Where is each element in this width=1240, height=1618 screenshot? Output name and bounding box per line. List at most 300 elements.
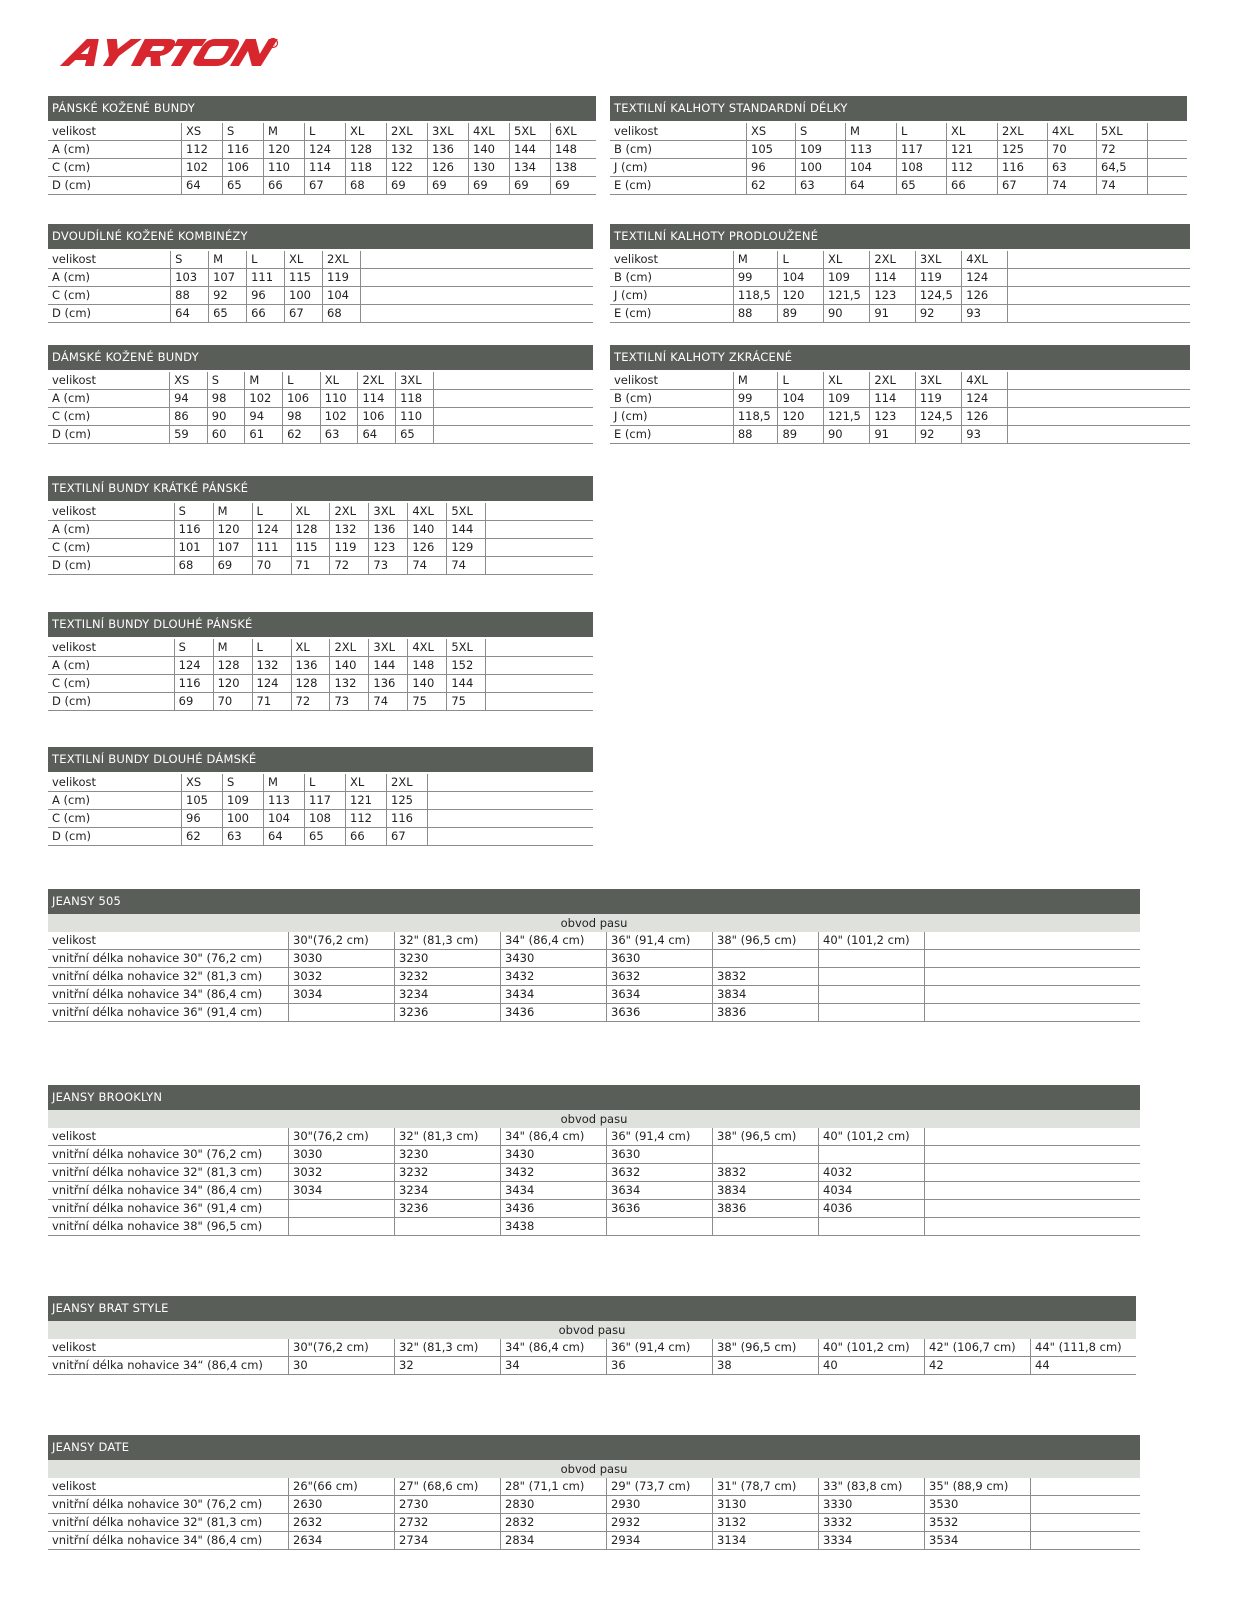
table-cell: M: [263, 774, 304, 791]
row-label: E (cm): [614, 178, 652, 192]
ayrton-logo: [52, 36, 282, 70]
table-row: [48, 539, 593, 557]
table-cell: 3030: [288, 950, 394, 967]
table-cell: 3634: [606, 986, 712, 1003]
table-title: TEXTILNÍ KALHOTY STANDARDNÍ DÉLKY: [610, 96, 1187, 121]
table-cell: 138: [550, 159, 591, 176]
table-row: [48, 1514, 1140, 1532]
table-cell: 75: [446, 693, 485, 710]
table-cell: 93: [961, 426, 1007, 443]
table-cell: 124: [252, 521, 291, 538]
table-title: TEXTILNÍ BUNDY KRÁTKÉ PÁNSKÉ: [48, 476, 593, 501]
table-cell: 119: [915, 269, 961, 286]
table-cell: 115: [284, 269, 322, 286]
table-cell: 3630: [606, 950, 712, 967]
table-cell: 67: [284, 305, 322, 322]
table-textilni-bundy-kratke-panske: [48, 476, 593, 575]
table-cell: 105: [181, 792, 222, 809]
table-cell: XL: [823, 372, 869, 389]
table-row: [48, 1496, 1140, 1514]
table-cell: 140: [407, 521, 446, 538]
table-cell: 116: [997, 159, 1047, 176]
table-cell: 94: [244, 408, 282, 425]
table-cell: 4032: [818, 1164, 924, 1181]
table-cell: 42" (106,7 cm): [924, 1339, 1030, 1356]
table-cell: 30"(76,2 cm): [288, 1339, 394, 1356]
table-row: [48, 675, 593, 693]
table-cell: 140: [407, 675, 446, 692]
row-label: velikost: [614, 252, 659, 266]
table-header-row: [610, 123, 1187, 141]
table-cell: 126: [961, 408, 1007, 425]
table-cell: 4XL: [1047, 123, 1096, 140]
table-cell: 124: [252, 675, 291, 692]
table-subheader: obvod pasu: [48, 1110, 1140, 1128]
table-cell: 3334: [818, 1532, 924, 1549]
row-label: D (cm): [52, 427, 92, 441]
row-label: vnitřní délka nohavice 34“ (86,4 cm): [52, 1358, 263, 1372]
table-cell: [485, 657, 593, 674]
table-cell: 116: [174, 675, 213, 692]
table-cell: 109: [823, 269, 869, 286]
table-cell: 86: [169, 408, 207, 425]
table-cell: 144: [446, 675, 485, 692]
table-cell: 65: [395, 426, 433, 443]
row-label: E (cm): [614, 427, 652, 441]
table-cell: [924, 986, 1140, 1003]
table-cell: 3436: [500, 1004, 606, 1021]
table-cell: 126: [407, 539, 446, 556]
table-cell: [1030, 1496, 1140, 1513]
table-cell: 107: [213, 539, 252, 556]
table-cell: 112: [345, 810, 386, 827]
row-label: A (cm): [52, 142, 91, 156]
table-cell: 109: [222, 792, 263, 809]
table-cell: [1007, 251, 1190, 268]
table-cell: 75: [407, 693, 446, 710]
table-cell: 34" (86,4 cm): [500, 932, 606, 949]
table-row: [48, 1532, 1140, 1550]
table-cell: 132: [329, 675, 368, 692]
row-label: velikost: [52, 252, 97, 266]
table-cell: 38" (96,5 cm): [712, 1128, 818, 1145]
table-cell: 6XL: [550, 123, 591, 140]
table-cell: 3032: [288, 968, 394, 985]
table-cell: 63: [320, 426, 358, 443]
table-cell: XS: [169, 372, 207, 389]
table-cell: 63: [1047, 159, 1096, 176]
table-textilni-kalhoty-standardni: [610, 96, 1187, 195]
table-cell: [1007, 426, 1190, 443]
table-cell: 88: [733, 305, 778, 322]
table-cell: [433, 390, 593, 407]
table-header-row: [48, 1128, 1140, 1146]
row-label: C (cm): [52, 288, 91, 302]
table-cell: 116: [174, 521, 213, 538]
table-cell: 40" (101,2 cm): [818, 932, 924, 949]
table-cell: 3230: [394, 950, 500, 967]
table-cell: [485, 639, 593, 656]
table-cell: 152: [446, 657, 485, 674]
table-cell: L: [777, 372, 823, 389]
table-cell: 2934: [606, 1532, 712, 1549]
table-cell: [485, 539, 593, 556]
table-cell: [1030, 1514, 1140, 1531]
table-cell: 118: [395, 390, 433, 407]
table-cell: 104: [322, 287, 360, 304]
table-cell: 3534: [924, 1532, 1030, 1549]
table-cell: XS: [181, 774, 222, 791]
table-cell: 2XL: [869, 251, 915, 268]
table-cell: 148: [407, 657, 446, 674]
table-cell: 36: [606, 1357, 712, 1374]
table-cell: [712, 1218, 818, 1235]
table-cell: 71: [291, 557, 330, 574]
table-cell: 2XL: [386, 774, 427, 791]
table-cell: 3834: [712, 1182, 818, 1199]
table-cell: 42: [924, 1357, 1030, 1374]
table-cell: 35" (88,9 cm): [924, 1478, 1030, 1495]
row-label: velikost: [52, 504, 97, 518]
table-cell: 34: [500, 1357, 606, 1374]
table-cell: 3132: [712, 1514, 818, 1531]
table-cell: L: [304, 774, 345, 791]
table-cell: 3XL: [427, 123, 468, 140]
table-cell: S: [170, 251, 208, 268]
table-cell: 69: [468, 177, 509, 194]
table-cell: 119: [915, 390, 961, 407]
table-cell: 136: [368, 675, 407, 692]
table-cell: 124,5: [915, 408, 961, 425]
table-cell: 4036: [818, 1200, 924, 1217]
table-cell: 111: [252, 539, 291, 556]
table-cell: 5XL: [1096, 123, 1147, 140]
table-cell: 112: [946, 159, 997, 176]
table-cell: 90: [823, 426, 869, 443]
table-cell: 98: [282, 408, 320, 425]
table-cell: XL: [291, 503, 330, 520]
row-label: D (cm): [52, 694, 92, 708]
svg-text:R: R: [270, 40, 275, 48]
table-cell: 30"(76,2 cm): [288, 1128, 394, 1145]
table-cell: 113: [845, 141, 896, 158]
table-cell: 124: [961, 390, 1007, 407]
table-cell: 69: [427, 177, 468, 194]
table-cell: 106: [357, 408, 395, 425]
table-row: [48, 792, 593, 810]
table-cell: 74: [1047, 177, 1096, 194]
table-cell: 102: [320, 408, 358, 425]
table-cell: 3836: [712, 1200, 818, 1217]
table-cell: 2730: [394, 1496, 500, 1513]
table-cell: 3032: [288, 1164, 394, 1181]
table-cell: 2734: [394, 1532, 500, 1549]
table-jeansy-date: [48, 1435, 1140, 1550]
table-row: [610, 141, 1187, 159]
table-cell: 111: [246, 269, 284, 286]
table-cell: 2XL: [869, 372, 915, 389]
table-row: [48, 1164, 1140, 1182]
row-label: C (cm): [52, 676, 91, 690]
table-row: [610, 287, 1190, 305]
table-header-row: [48, 251, 593, 269]
table-row: [48, 1200, 1140, 1218]
table-cell: 114: [304, 159, 345, 176]
table-cell: 69: [174, 693, 213, 710]
table-cell: 100: [222, 810, 263, 827]
table-cell: 73: [329, 693, 368, 710]
table-row: [610, 159, 1187, 177]
table-cell: 125: [997, 141, 1047, 158]
table-cell: [924, 950, 1140, 967]
table-jeansy-505: [48, 889, 1140, 1022]
table-cell: 125: [386, 792, 427, 809]
table-cell: 118: [345, 159, 386, 176]
table-cell: 5XL: [446, 639, 485, 656]
table-cell: 3134: [712, 1532, 818, 1549]
table-cell: [1147, 159, 1187, 176]
table-cell: 59: [169, 426, 207, 443]
table-cell: 3230: [394, 1146, 500, 1163]
table-cell: 74: [446, 557, 485, 574]
table-cell: 4034: [818, 1182, 924, 1199]
table-cell: 4XL: [468, 123, 509, 140]
table-cell: M: [213, 639, 252, 656]
table-cell: M: [845, 123, 896, 140]
table-cell: 2634: [288, 1532, 394, 1549]
table-cell: [427, 792, 593, 809]
table-cell: 3438: [500, 1218, 606, 1235]
table-cell: 71: [252, 693, 291, 710]
table-cell: [360, 251, 593, 268]
table-cell: 121: [946, 141, 997, 158]
table-cell: 144: [446, 521, 485, 538]
table-row: [48, 1357, 1136, 1375]
row-label: vnitřní délka nohavice 36" (91,4 cm): [52, 1201, 263, 1215]
row-label: vnitřní délka nohavice 34" (86,4 cm): [52, 987, 263, 1001]
table-cell: 40" (101,2 cm): [818, 1128, 924, 1145]
table-cell: 31" (78,7 cm): [712, 1478, 818, 1495]
table-cell: 110: [263, 159, 304, 176]
table-cell: 3430: [500, 1146, 606, 1163]
table-cell: 120: [213, 675, 252, 692]
table-cell: [1007, 372, 1190, 389]
table-jeansy-brooklyn: [48, 1085, 1140, 1236]
table-cell: 33" (83,8 cm): [818, 1478, 924, 1495]
table-cell: 69: [509, 177, 550, 194]
table-cell: 90: [207, 408, 245, 425]
table-cell: [427, 810, 593, 827]
table-cell: 2XL: [997, 123, 1047, 140]
table-cell: 92: [208, 287, 246, 304]
table-cell: 2XL: [329, 503, 368, 520]
table-cell: 2XL: [386, 123, 427, 140]
table-cell: 44: [1030, 1357, 1134, 1374]
table-cell: 4XL: [407, 639, 446, 656]
table-cell: 64: [357, 426, 395, 443]
table-cell: M: [213, 503, 252, 520]
table-cell: 113: [263, 792, 304, 809]
row-label: A (cm): [52, 391, 91, 405]
table-row: [48, 159, 596, 177]
table-cell: [606, 1218, 712, 1235]
table-cell: 117: [304, 792, 345, 809]
table-cell: 123: [869, 287, 915, 304]
table-header-row: [48, 639, 593, 657]
table-cell: [433, 408, 593, 425]
table-cell: 121,5: [823, 287, 869, 304]
table-cell: [433, 426, 593, 443]
table-cell: 4XL: [961, 372, 1007, 389]
row-label: J (cm): [614, 409, 648, 423]
table-cell: [818, 986, 924, 1003]
table-cell: 121: [345, 792, 386, 809]
table-row: [48, 1146, 1140, 1164]
table-row: [48, 557, 593, 575]
row-label: vnitřní délka nohavice 30" (76,2 cm): [52, 1497, 263, 1511]
table-cell: [427, 828, 593, 845]
table-cell: 62: [746, 177, 795, 194]
table-cell: 3332: [818, 1514, 924, 1531]
table-cell: 3530: [924, 1496, 1030, 1513]
table-cell: 73: [368, 557, 407, 574]
table-header-row: [48, 1478, 1140, 1496]
table-cell: [924, 1182, 1140, 1199]
table-cell: 92: [915, 426, 961, 443]
table-dvoudilne-kombinezy: [48, 224, 593, 323]
row-label: vnitřní délka nohavice 32" (81,3 cm): [52, 1165, 263, 1179]
table-cell: [394, 1218, 500, 1235]
table-cell: 114: [357, 390, 395, 407]
table-cell: 40: [818, 1357, 924, 1374]
table-title: JEANSY DATE: [48, 1435, 1140, 1460]
table-cell: 99: [733, 390, 778, 407]
table-cell: 3630: [606, 1146, 712, 1163]
row-label: B (cm): [614, 391, 653, 405]
table-cell: [1147, 177, 1187, 194]
table-cell: 66: [246, 305, 284, 322]
table-cell: 120: [263, 141, 304, 158]
table-row: [610, 269, 1190, 287]
table-row: [48, 177, 596, 195]
table-cell: [288, 1004, 394, 1021]
table-cell: 32" (81,3 cm): [394, 1339, 500, 1356]
table-cell: [1030, 1532, 1140, 1549]
table-cell: 28" (71,1 cm): [500, 1478, 606, 1495]
table-cell: XL: [345, 774, 386, 791]
table-cell: [1147, 141, 1187, 158]
row-label: velikost: [52, 640, 97, 654]
table-cell: 66: [345, 828, 386, 845]
table-cell: 67: [997, 177, 1047, 194]
table-cell: 104: [263, 810, 304, 827]
table-cell: 4XL: [407, 503, 446, 520]
table-cell: [485, 693, 593, 710]
table-title: DVOUDÍLNÉ KOŽENÉ KOMBINÉZY: [48, 224, 593, 249]
table-cell: XL: [284, 251, 322, 268]
table-row: [48, 1182, 1140, 1200]
table-cell: 2XL: [329, 639, 368, 656]
table-cell: XL: [823, 251, 869, 268]
table-cell: 30"(76,2 cm): [288, 932, 394, 949]
row-label: velikost: [52, 373, 97, 387]
table-cell: 69: [213, 557, 252, 574]
table-cell: [818, 968, 924, 985]
table-cell: 4XL: [961, 251, 1007, 268]
table-cell: 89: [777, 305, 823, 322]
table-cell: 3236: [394, 1004, 500, 1021]
table-title: TEXTILNÍ KALHOTY ZKRÁCENÉ: [610, 345, 1190, 370]
table-cell: 116: [386, 810, 427, 827]
table-cell: [485, 557, 593, 574]
table-title: JEANSY 505: [48, 889, 1140, 914]
table-cell: XL: [320, 372, 358, 389]
table-cell: 92: [915, 305, 961, 322]
table-cell: 64: [263, 828, 304, 845]
table-cell: 107: [208, 269, 246, 286]
table-cell: 3234: [394, 1182, 500, 1199]
table-cell: 44" (111,8 cm): [1030, 1339, 1134, 1356]
row-label: A (cm): [52, 270, 91, 284]
table-cell: 3430: [500, 950, 606, 967]
row-label: D (cm): [52, 558, 92, 572]
row-label: D (cm): [52, 306, 92, 320]
table-cell: 3434: [500, 986, 606, 1003]
table-cell: 62: [282, 426, 320, 443]
row-label: velikost: [614, 124, 659, 138]
table-cell: 89: [777, 426, 823, 443]
table-cell: 128: [291, 675, 330, 692]
table-cell: 110: [395, 408, 433, 425]
table-cell: [924, 932, 1140, 949]
table-cell: 60: [207, 426, 245, 443]
row-label: vnitřní délka nohavice 34" (86,4 cm): [52, 1533, 263, 1547]
table-cell: 3234: [394, 986, 500, 1003]
table-cell: 3436: [500, 1200, 606, 1217]
table-cell: 32" (81,3 cm): [394, 932, 500, 949]
row-label: velikost: [614, 373, 659, 387]
table-cell: 34" (86,4 cm): [500, 1128, 606, 1145]
row-label: velikost: [52, 1479, 97, 1493]
table-row: [610, 177, 1187, 195]
row-label: velikost: [52, 1129, 97, 1143]
table-cell: S: [795, 123, 845, 140]
table-cell: 123: [368, 539, 407, 556]
row-label: vnitřní délka nohavice 32" (81,3 cm): [52, 1515, 263, 1529]
row-label: B (cm): [614, 142, 653, 156]
table-cell: 119: [329, 539, 368, 556]
table-cell: [360, 269, 593, 286]
table-cell: 3632: [606, 968, 712, 985]
table-row: [48, 828, 593, 846]
table-cell: 126: [427, 159, 468, 176]
table-row: [48, 986, 1140, 1004]
row-label: velikost: [52, 1340, 97, 1354]
table-cell: 3832: [712, 968, 818, 985]
table-cell: 2732: [394, 1514, 500, 1531]
table-header-row: [48, 1339, 1136, 1357]
table-title: PÁNSKÉ KOŽENÉ BUNDY: [48, 96, 596, 121]
table-cell: L: [252, 503, 291, 520]
table-cell: 91: [869, 426, 915, 443]
table-cell: [427, 774, 593, 791]
table-cell: 36" (91,4 cm): [606, 1128, 712, 1145]
row-label: vnitřní délka nohavice 30" (76,2 cm): [52, 1147, 263, 1161]
table-row: [48, 1218, 1140, 1236]
table-cell: 140: [329, 657, 368, 674]
table-cell: 102: [244, 390, 282, 407]
table-cell: 30: [288, 1357, 394, 1374]
